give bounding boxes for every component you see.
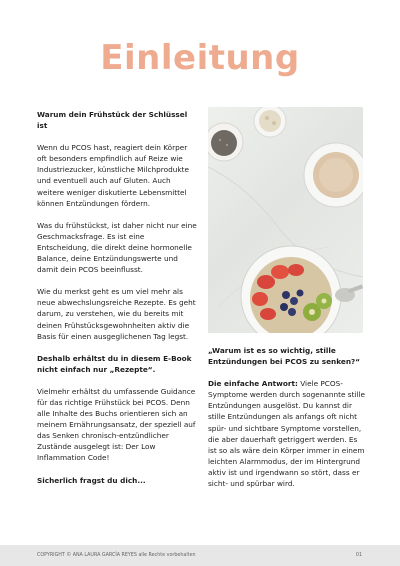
paragraph-guidance: Vielmehr erhältst du umfassende Guidance für das richtige Frühstück bei PCOS. Denn alle Inhalte des Buchs orientieren sich an meinem Ernährungsansatz, der speziell auf das Senken chronisch-entzündlicher Zustände ausgelegt ist: Der Low Inflammation Code!	[37, 386, 196, 463]
page-number: 01	[355, 553, 362, 558]
section-heading-not-just-recipes: Deshalb erhältst du in diesem E-Book nicht einfach nur „Rezepte“.	[37, 353, 192, 374]
page-title: Einleitung	[100, 38, 300, 78]
paragraph-more-than-recipes: Wie du merkst geht es um viel mehr als neue abwechslungsreiche Rezepte. Es geht darum, zu verstehen, wie du bereits mit deinen Frühstücksgewohnheiten aktiv die Basis für einen ausgeglichenen Tag legst.	[37, 287, 196, 341]
section-heading-breakfast-key: Warum dein Frühstück der Schlüssel ist	[37, 110, 188, 131]
section-heading-you-wonder: Sicherlich fragst du dich...	[37, 475, 146, 485]
question-heading: „Warum ist es so wichtig, stille Entzündungen bei PCOS zu senken?“	[208, 346, 361, 367]
answer-paragraph	[208, 378, 368, 489]
copyright-notice: COPYRIGHT © ANA LAURA GARCÍA REYES alle Rechte vorbehalten	[37, 553, 196, 558]
paragraph-pcos-sensitivity: Wenn du PCOS hast, reagiert dein Körper oft besonders empfindlich auf Reize wie Industriezucker, künstliche Milchprodukte und eventuell auch auf Gluten. Auch weitere weniger diskutierte Lebensmittel können Entzündungen fördern.	[37, 143, 189, 208]
left-text-column	[37, 109, 197, 497]
page-footer	[0, 545, 400, 566]
paragraph-breakfast-decision: Was du frühstückst, ist daher nicht nur eine Geschmacksfrage. Es ist eine Entscheidung, die direkt deine hormonelle Balance, deine Entzündungswerte und damit dein PCOS beeinflusst.	[37, 220, 197, 275]
breakfast-photo-illustration	[208, 107, 363, 333]
breakfast-photo	[208, 107, 363, 333]
answer-label: Die einfache Antwort:	[208, 379, 298, 389]
right-text-column	[208, 345, 368, 500]
answer-text: Viele PCOS-Symptome werden durch sogenannte stille Entzündungen ausgelöst. Du kannst dir stille Entzündungen als anfangs oft nicht spür- und sichtbare Symptome vorstellen, die aber dauerhaft getriggert werden. Es ist so als wäre dein Körper immer in einem leichten Alarmmodus, der im Hintergrund aktiv ist und irgendwann so stört, dass er sicht- und spürbar wird.	[208, 379, 366, 489]
